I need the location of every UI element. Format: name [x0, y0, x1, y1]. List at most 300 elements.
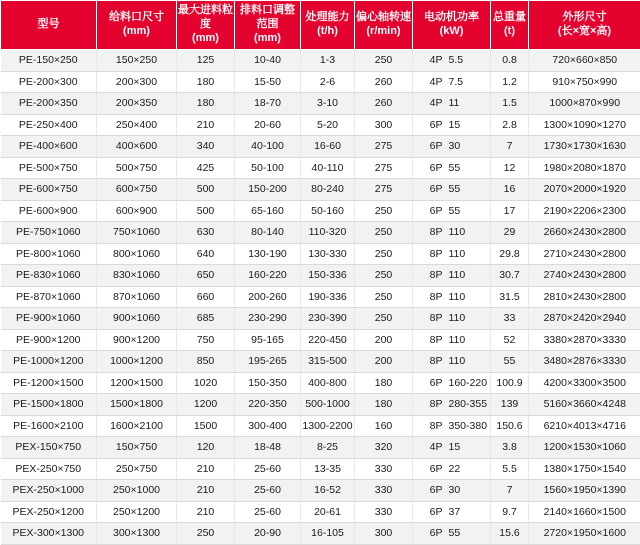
cell-eccentric-shaft-speed: 320: [355, 437, 413, 459]
cell-eccentric-shaft-speed: 180: [355, 394, 413, 416]
cell-dimensions: 1300×1090×1270: [529, 114, 640, 136]
cell-max-feed-size: 500: [177, 200, 235, 222]
motor-pole-count: 8P: [414, 269, 449, 281]
cell-max-feed-size: 180: [177, 71, 235, 93]
motor-pole-count: 8P: [414, 226, 449, 238]
cell-model: PE-150×250: [1, 50, 97, 72]
header-unit: (r/min): [356, 25, 411, 39]
cell-max-feed-size: 650: [177, 265, 235, 287]
cell-motor-power: [413, 329, 491, 351]
motor-power-value: [414, 484, 489, 496]
cell-discharge-range: 20-90: [235, 523, 301, 545]
cell-dimensions: 910×750×990: [529, 71, 640, 93]
header-unit: (mm): [98, 25, 175, 39]
cell-model: PE-600×900: [1, 200, 97, 222]
cell-max-feed-size: 210: [177, 458, 235, 480]
cell-motor-power: [413, 480, 491, 502]
cell-capacity: 130-330: [301, 243, 355, 265]
cell-model: PEX-250×750: [1, 458, 97, 480]
header-title: 外形尺寸: [563, 11, 607, 23]
motor-pole-count: 8P: [414, 334, 449, 346]
cell-total-weight: 55: [491, 351, 529, 373]
cell-capacity: 16-105: [301, 523, 355, 545]
motor-kilowatts: 110: [449, 269, 491, 281]
header-title: 总重量: [493, 11, 526, 23]
motor-pole-count: 6P: [414, 463, 449, 475]
cell-eccentric-shaft-speed: 260: [355, 93, 413, 115]
cell-capacity: 3-10: [301, 93, 355, 115]
cell-max-feed-size: 750: [177, 329, 235, 351]
cell-motor-power: [413, 286, 491, 308]
cell-feed-opening: 1500×1800: [97, 394, 177, 416]
motor-pole-count: 6P: [414, 484, 449, 496]
cell-motor-power: [413, 179, 491, 201]
cell-feed-opening: 1000×1200: [97, 351, 177, 373]
cell-total-weight: 3.8: [491, 437, 529, 459]
cell-eccentric-shaft-speed: 275: [355, 179, 413, 201]
cell-capacity: 16-60: [301, 136, 355, 158]
motor-pole-count: 4P: [414, 54, 449, 66]
motor-kilowatts: 280-355: [449, 398, 491, 410]
cell-eccentric-shaft-speed: 300: [355, 114, 413, 136]
cell-eccentric-shaft-speed: 275: [355, 136, 413, 158]
motor-pole-count: 4P: [414, 97, 449, 109]
cell-model: PE-1000×1200: [1, 351, 97, 373]
cell-dimensions: 1730×1730×1630: [529, 136, 640, 158]
cell-dimensions: 2740×2430×2800: [529, 265, 640, 287]
cell-total-weight: 16: [491, 179, 529, 201]
cell-discharge-range: 200-260: [235, 286, 301, 308]
cell-total-weight: 9.7: [491, 501, 529, 523]
cell-discharge-range: 220-350: [235, 394, 301, 416]
cell-feed-opening: 900×1200: [97, 329, 177, 351]
cell-eccentric-shaft-speed: 250: [355, 200, 413, 222]
cell-feed-opening: 900×1060: [97, 308, 177, 330]
motor-pole-count: 8P: [414, 312, 449, 324]
cell-dimensions: 6210×4013×4716: [529, 415, 640, 437]
table-row: [1, 265, 640, 287]
cell-max-feed-size: 125: [177, 50, 235, 72]
cell-motor-power: [413, 136, 491, 158]
cell-model: PE-200×300: [1, 71, 97, 93]
cell-total-weight: 33: [491, 308, 529, 330]
cell-max-feed-size: 1500: [177, 415, 235, 437]
cell-motor-power: [413, 394, 491, 416]
table-row: [1, 458, 640, 480]
cell-dimensions: 4200×3300×3500: [529, 372, 640, 394]
motor-kilowatts: 55: [449, 205, 491, 217]
header-title: 处理能力: [306, 11, 350, 23]
motor-power-value: [414, 420, 489, 432]
table-row: [1, 243, 640, 265]
motor-power-value: [414, 162, 489, 174]
cell-capacity: 230-390: [301, 308, 355, 330]
motor-kilowatts: 110: [449, 312, 491, 324]
cell-eccentric-shaft-speed: 330: [355, 458, 413, 480]
cell-feed-opening: 870×1060: [97, 286, 177, 308]
cell-capacity: 20-61: [301, 501, 355, 523]
motor-pole-count: 6P: [414, 119, 449, 131]
cell-model: PE-1500×1800: [1, 394, 97, 416]
motor-power-value: [414, 76, 489, 88]
cell-dimensions: 1980×2080×1870: [529, 157, 640, 179]
cell-capacity: 5-20: [301, 114, 355, 136]
cell-model: PE-900×1200: [1, 329, 97, 351]
column-header-feed-opening: [97, 1, 177, 50]
motor-pole-count: 6P: [414, 183, 449, 195]
cell-motor-power: [413, 372, 491, 394]
header-unit: (kW): [414, 25, 489, 39]
cell-max-feed-size: 500: [177, 179, 235, 201]
cell-max-feed-size: 640: [177, 243, 235, 265]
cell-discharge-range: 25-60: [235, 458, 301, 480]
cell-total-weight: 7: [491, 480, 529, 502]
cell-discharge-range: 150-200: [235, 179, 301, 201]
motor-kilowatts: 110: [449, 291, 491, 303]
motor-power-value: [414, 355, 489, 367]
column-header-motor-power: [413, 1, 491, 50]
motor-kilowatts: 110: [449, 248, 491, 260]
table-row: [1, 372, 640, 394]
header-title: 给料口尺寸: [109, 11, 164, 23]
motor-kilowatts: 30: [449, 140, 491, 152]
motor-kilowatts: 55: [449, 162, 491, 174]
motor-power-value: [414, 398, 489, 410]
table-row: [1, 222, 640, 244]
table-header-row: [1, 1, 640, 50]
cell-discharge-range: 18-70: [235, 93, 301, 115]
cell-eccentric-shaft-speed: 160: [355, 415, 413, 437]
cell-feed-opening: 830×1060: [97, 265, 177, 287]
cell-motor-power: [413, 415, 491, 437]
cell-capacity: 150-336: [301, 265, 355, 287]
cell-model: PE-250×400: [1, 114, 97, 136]
cell-discharge-range: 25-60: [235, 480, 301, 502]
cell-feed-opening: 250×1200: [97, 501, 177, 523]
motor-pole-count: 8P: [414, 248, 449, 260]
cell-eccentric-shaft-speed: 250: [355, 265, 413, 287]
motor-power-value: [414, 527, 489, 539]
cell-dimensions: 1380×1750×1540: [529, 458, 640, 480]
cell-model: PE-400×600: [1, 136, 97, 158]
cell-eccentric-shaft-speed: 250: [355, 286, 413, 308]
cell-max-feed-size: 250: [177, 523, 235, 545]
cell-motor-power: [413, 308, 491, 330]
table-row: [1, 415, 640, 437]
cell-max-feed-size: 340: [177, 136, 235, 158]
cell-dimensions: 720×660×850: [529, 50, 640, 72]
motor-kilowatts: 15: [449, 441, 491, 453]
cell-max-feed-size: 630: [177, 222, 235, 244]
table-row: [1, 200, 640, 222]
cell-max-feed-size: 210: [177, 501, 235, 523]
cell-capacity: 500-1000: [301, 394, 355, 416]
cell-model: PE-800×1060: [1, 243, 97, 265]
cell-dimensions: 2190×2206×2300: [529, 200, 640, 222]
cell-feed-opening: 500×750: [97, 157, 177, 179]
cell-discharge-range: 150-350: [235, 372, 301, 394]
cell-total-weight: 17: [491, 200, 529, 222]
motor-pole-count: 6P: [414, 377, 449, 389]
cell-dimensions: 3480×2876×3330: [529, 351, 640, 373]
column-header-model: [1, 1, 97, 50]
cell-capacity: 80-240: [301, 179, 355, 201]
table-row: [1, 50, 640, 72]
column-header-dimensions: [529, 1, 640, 50]
header-title: 排料口调整范围: [240, 4, 295, 30]
cell-total-weight: 30.7: [491, 265, 529, 287]
column-header-discharge-range: [235, 1, 301, 50]
motor-kilowatts: 110: [449, 226, 491, 238]
cell-motor-power: [413, 93, 491, 115]
table-row: [1, 308, 640, 330]
cell-dimensions: 2140×1660×1500: [529, 501, 640, 523]
table-row: [1, 286, 640, 308]
table-row: [1, 93, 640, 115]
cell-eccentric-shaft-speed: 330: [355, 480, 413, 502]
cell-eccentric-shaft-speed: 300: [355, 523, 413, 545]
cell-model: PE-600×750: [1, 179, 97, 201]
header-unit: (t): [492, 25, 527, 39]
cell-eccentric-shaft-speed: 330: [355, 501, 413, 523]
motor-kilowatts: 110: [449, 334, 491, 346]
cell-model: PE-500×750: [1, 157, 97, 179]
cell-total-weight: 12: [491, 157, 529, 179]
cell-model: PE-750×1060: [1, 222, 97, 244]
cell-total-weight: 100.9: [491, 372, 529, 394]
motor-pole-count: 4P: [414, 441, 449, 453]
cell-max-feed-size: 1200: [177, 394, 235, 416]
cell-total-weight: 5.5: [491, 458, 529, 480]
cell-discharge-range: 130-190: [235, 243, 301, 265]
cell-model: PEX-150×750: [1, 437, 97, 459]
motor-pole-count: 6P: [414, 140, 449, 152]
cell-total-weight: 1.2: [491, 71, 529, 93]
table-row: [1, 523, 640, 545]
cell-eccentric-shaft-speed: 250: [355, 50, 413, 72]
cell-model: PEX-250×1000: [1, 480, 97, 502]
cell-max-feed-size: 210: [177, 114, 235, 136]
table-row: [1, 480, 640, 502]
cell-discharge-range: 195-265: [235, 351, 301, 373]
cell-eccentric-shaft-speed: 275: [355, 157, 413, 179]
cell-capacity: 8-25: [301, 437, 355, 459]
cell-capacity: 16-52: [301, 480, 355, 502]
motor-pole-count: 4P: [414, 76, 449, 88]
motor-pole-count: 6P: [414, 162, 449, 174]
cell-capacity: 110-320: [301, 222, 355, 244]
header-unit: (mm): [178, 32, 233, 46]
motor-power-value: [414, 54, 489, 66]
cell-total-weight: 150.6: [491, 415, 529, 437]
cell-capacity: 50-160: [301, 200, 355, 222]
motor-power-value: [414, 205, 489, 217]
motor-power-value: [414, 97, 489, 109]
motor-power-value: [414, 377, 489, 389]
cell-eccentric-shaft-speed: 200: [355, 329, 413, 351]
cell-motor-power: [413, 114, 491, 136]
cell-model: PEX-250×1200: [1, 501, 97, 523]
cell-max-feed-size: 685: [177, 308, 235, 330]
cell-model: PEX-300×1300: [1, 523, 97, 545]
cell-max-feed-size: 1020: [177, 372, 235, 394]
cell-discharge-range: 160-220: [235, 265, 301, 287]
cell-eccentric-shaft-speed: 260: [355, 71, 413, 93]
header-unit: (t/h): [302, 25, 353, 39]
cell-max-feed-size: 660: [177, 286, 235, 308]
cell-discharge-range: 50-100: [235, 157, 301, 179]
motor-power-value: [414, 463, 489, 475]
column-header-eccentric-shaft-speed: [355, 1, 413, 50]
motor-power-value: [414, 269, 489, 281]
cell-total-weight: 7: [491, 136, 529, 158]
cell-capacity: 2-6: [301, 71, 355, 93]
motor-power-value: [414, 119, 489, 131]
motor-power-value: [414, 506, 489, 518]
cell-dimensions: 1560×1950×1390: [529, 480, 640, 502]
motor-power-value: [414, 226, 489, 238]
motor-pole-count: 8P: [414, 420, 449, 432]
cell-discharge-range: 40-100: [235, 136, 301, 158]
cell-dimensions: 2810×2430×2800: [529, 286, 640, 308]
cell-eccentric-shaft-speed: 250: [355, 243, 413, 265]
cell-dimensions: 2870×2420×2940: [529, 308, 640, 330]
cell-discharge-range: 65-160: [235, 200, 301, 222]
motor-kilowatts: 11: [449, 97, 491, 109]
cell-total-weight: 15.6: [491, 523, 529, 545]
cell-discharge-range: 15-50: [235, 71, 301, 93]
motor-power-value: [414, 312, 489, 324]
cell-dimensions: 1000×870×990: [529, 93, 640, 115]
cell-discharge-range: 95-165: [235, 329, 301, 351]
header-unit: (长×宽×高): [530, 25, 639, 39]
motor-pole-count: 8P: [414, 291, 449, 303]
cell-motor-power: [413, 458, 491, 480]
cell-motor-power: [413, 523, 491, 545]
header-title: 偏心轴转速: [356, 11, 411, 23]
header-unit: (mm): [236, 32, 299, 46]
cell-total-weight: 1.5: [491, 93, 529, 115]
cell-max-feed-size: 180: [177, 93, 235, 115]
motor-kilowatts: 55: [449, 183, 491, 195]
cell-discharge-range: 25-60: [235, 501, 301, 523]
cell-max-feed-size: 850: [177, 351, 235, 373]
cell-model: PE-200×350: [1, 93, 97, 115]
header-title: 最大进料粒度: [178, 4, 233, 30]
cell-total-weight: 52: [491, 329, 529, 351]
cell-total-weight: 2.8: [491, 114, 529, 136]
column-header-max-feed-size: [177, 1, 235, 50]
cell-model: PE-1200×1500: [1, 372, 97, 394]
table-row: [1, 394, 640, 416]
cell-motor-power: [413, 50, 491, 72]
motor-power-value: [414, 291, 489, 303]
cell-discharge-range: 230-290: [235, 308, 301, 330]
cell-feed-opening: 1600×2100: [97, 415, 177, 437]
cell-model: PE-900×1060: [1, 308, 97, 330]
cell-capacity: 190-336: [301, 286, 355, 308]
cell-dimensions: 2660×2430×2800: [529, 222, 640, 244]
cell-capacity: 400-800: [301, 372, 355, 394]
motor-kilowatts: 55: [449, 527, 491, 539]
cell-capacity: 13-35: [301, 458, 355, 480]
cell-motor-power: [413, 157, 491, 179]
cell-model: PE-1600×2100: [1, 415, 97, 437]
cell-feed-opening: 800×1060: [97, 243, 177, 265]
motor-kilowatts: 30: [449, 484, 491, 496]
motor-kilowatts: 37: [449, 506, 491, 518]
cell-feed-opening: 400×600: [97, 136, 177, 158]
column-header-total-weight: [491, 1, 529, 50]
table-row: [1, 71, 640, 93]
motor-power-value: [414, 248, 489, 260]
cell-dimensions: 5160×3660×4248: [529, 394, 640, 416]
cell-eccentric-shaft-speed: 180: [355, 372, 413, 394]
cell-feed-opening: 250×1000: [97, 480, 177, 502]
cell-discharge-range: 20-60: [235, 114, 301, 136]
table-row: [1, 351, 640, 373]
cell-total-weight: 29: [491, 222, 529, 244]
cell-feed-opening: 200×350: [97, 93, 177, 115]
motor-pole-count: 6P: [414, 506, 449, 518]
motor-kilowatts: 22: [449, 463, 491, 475]
cell-feed-opening: 300×1300: [97, 523, 177, 545]
cell-total-weight: 31.5: [491, 286, 529, 308]
table-row: [1, 136, 640, 158]
table-row: [1, 157, 640, 179]
motor-pole-count: 8P: [414, 355, 449, 367]
cell-feed-opening: 1200×1500: [97, 372, 177, 394]
table-row: [1, 329, 640, 351]
cell-model: PE-830×1060: [1, 265, 97, 287]
header-title: 电动机功率: [424, 11, 479, 23]
cell-capacity: 1300-2200: [301, 415, 355, 437]
cell-total-weight: 139: [491, 394, 529, 416]
cell-discharge-range: 80-140: [235, 222, 301, 244]
cell-motor-power: [413, 501, 491, 523]
motor-power-value: [414, 140, 489, 152]
cell-dimensions: 3380×2870×3330: [529, 329, 640, 351]
cell-eccentric-shaft-speed: 250: [355, 222, 413, 244]
cell-motor-power: [413, 351, 491, 373]
table-row: [1, 501, 640, 523]
cell-dimensions: 1200×1530×1060: [529, 437, 640, 459]
cell-dimensions: 2710×2430×2800: [529, 243, 640, 265]
cell-total-weight: 29.8: [491, 243, 529, 265]
cell-feed-opening: 600×750: [97, 179, 177, 201]
cell-dimensions: 2720×1950×1600: [529, 523, 640, 545]
cell-max-feed-size: 425: [177, 157, 235, 179]
motor-power-value: [414, 334, 489, 346]
motor-kilowatts: 160-220: [449, 377, 491, 389]
motor-kilowatts: 15: [449, 119, 491, 131]
motor-pole-count: 6P: [414, 527, 449, 539]
cell-dimensions: 2070×2000×1920: [529, 179, 640, 201]
motor-pole-count: 6P: [414, 205, 449, 217]
cell-motor-power: [413, 265, 491, 287]
motor-kilowatts: 5.5: [449, 54, 491, 66]
cell-total-weight: 0.8: [491, 50, 529, 72]
column-header-capacity: [301, 1, 355, 50]
cell-motor-power: [413, 200, 491, 222]
cell-max-feed-size: 120: [177, 437, 235, 459]
cell-motor-power: [413, 243, 491, 265]
motor-kilowatts: 7.5: [449, 76, 491, 88]
cell-discharge-range: 10-40: [235, 50, 301, 72]
cell-feed-opening: 250×750: [97, 458, 177, 480]
cell-capacity: 220-450: [301, 329, 355, 351]
cell-capacity: 315-500: [301, 351, 355, 373]
